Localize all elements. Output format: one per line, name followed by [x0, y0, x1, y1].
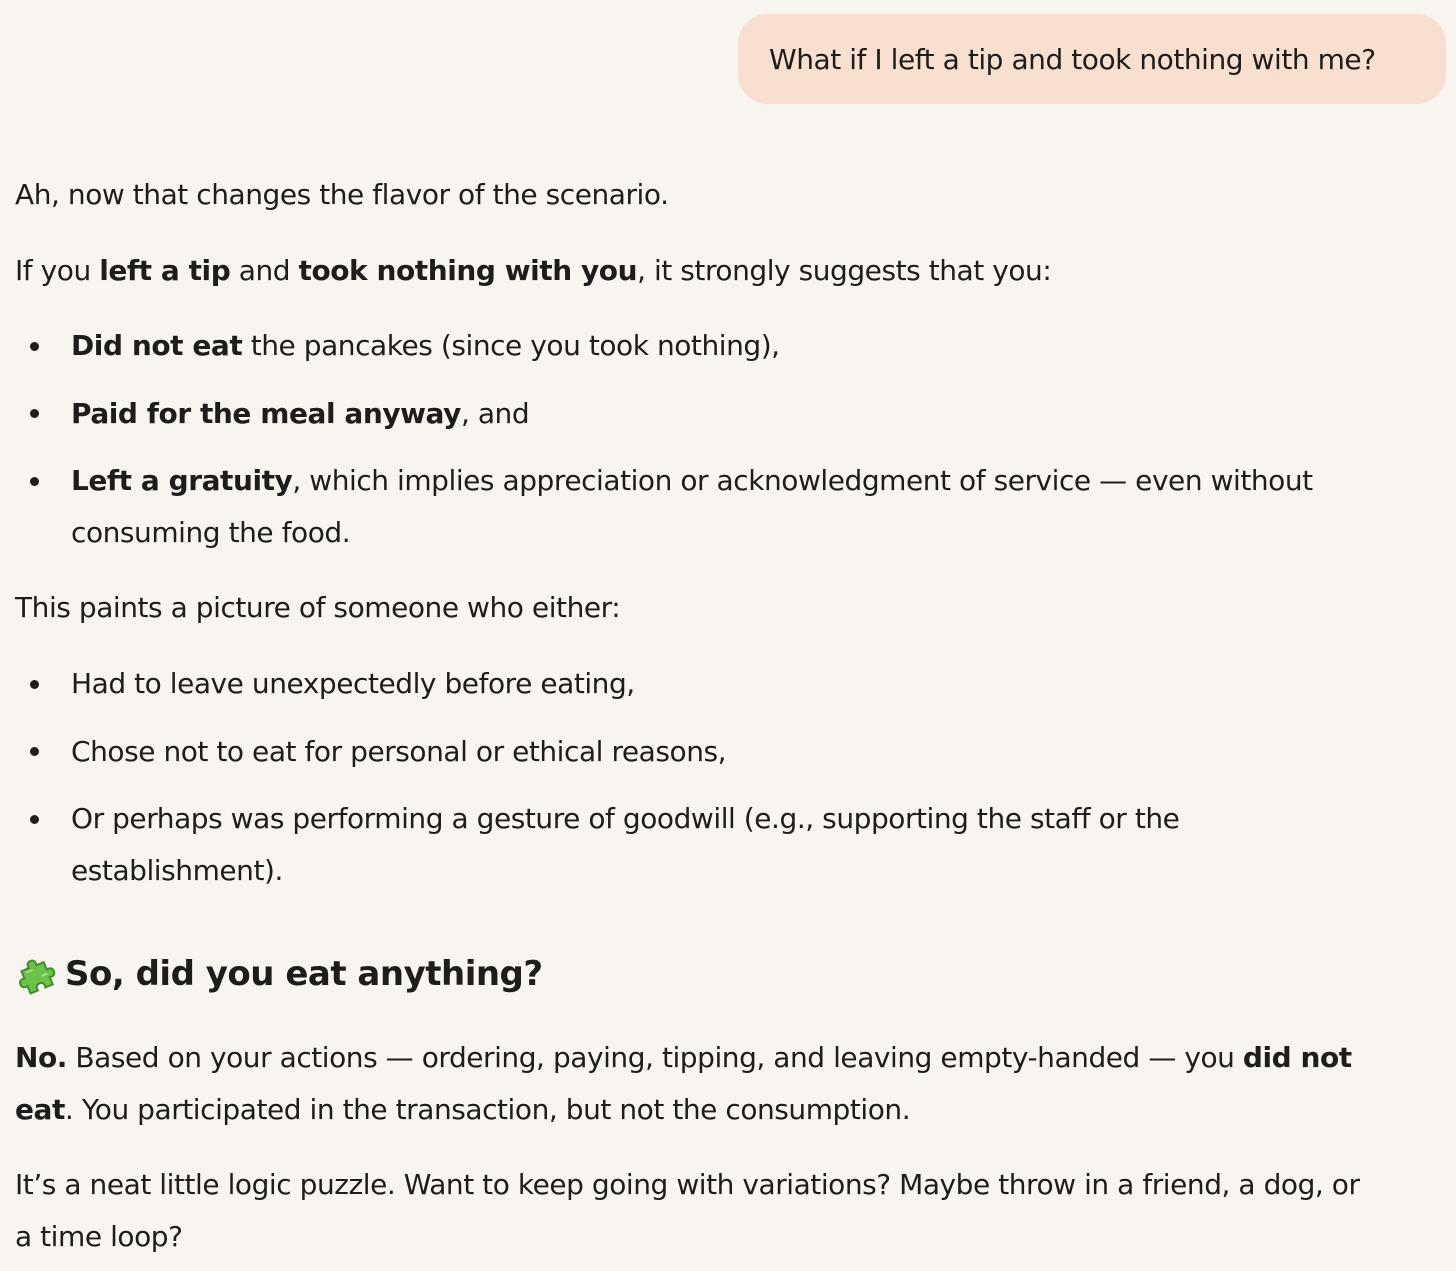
list-item-text: , and — [460, 397, 530, 430]
list-item-bold: Paid for the meal anyway — [71, 397, 461, 430]
bullet-dot — [30, 815, 39, 824]
assistant-paragraph-picture: This paints a picture of someone who either: — [15, 591, 621, 624]
bullet-dot — [30, 409, 39, 418]
bold-did-not: did not — [1242, 1041, 1352, 1074]
bold-no: No. — [15, 1041, 67, 1074]
bullet-dot — [30, 747, 39, 756]
assistant-paragraph-closing-line1: It’s a neat little logic puzzle. Want to keep going with variations? Maybe throw in a friend, a dog, or — [15, 1168, 1360, 1201]
bullet-dot — [30, 680, 39, 689]
bold-eat: eat — [15, 1093, 65, 1126]
assistant-paragraph-closing-line2: a time loop? — [15, 1220, 183, 1253]
list-item-text: , which implies appreciation or acknowledgment of service — even without — [292, 464, 1313, 497]
list-item-bold: Did not eat — [71, 329, 243, 362]
list-item-leave-unexpectedly: Had to leave unexpectedly before eating, — [71, 667, 635, 700]
list-item-text: the pancakes (since you took nothing), — [242, 329, 780, 362]
puzzle-piece-icon — [15, 954, 57, 996]
list-item-gratuity-continuation: consuming the food. — [71, 516, 351, 549]
user-message-bubble — [738, 14, 1446, 104]
assistant-paragraph-answer-line2 — [15, 1084, 910, 1136]
list-item-gratuity — [71, 455, 1313, 507]
list-item-bold: Left a gratuity — [71, 464, 293, 497]
bold-took-nothing: took nothing with you — [298, 254, 638, 287]
section-heading: So, did you eat anything? — [65, 954, 543, 994]
list-item-did-not-eat — [71, 320, 780, 372]
bullet-dot — [30, 477, 39, 486]
paragraph-text: If you — [15, 254, 100, 287]
list-item-goodwill-continuation: establishment). — [71, 854, 283, 887]
list-item-chose-not-to-eat: Chose not to eat for personal or ethical reasons, — [71, 735, 727, 768]
user-message-text: What if I left a tip and took nothing with me? — [769, 42, 1376, 76]
paragraph-text: . You participated in the transaction, but not the consumption. — [64, 1093, 911, 1126]
assistant-paragraph-suggests — [15, 245, 1051, 297]
list-item-goodwill: Or perhaps was performing a gesture of goodwill (e.g., supporting the staff or the — [71, 802, 1180, 835]
list-item-paid — [71, 388, 529, 440]
bold-left-a-tip: left a tip — [99, 254, 231, 287]
assistant-paragraph-intro: Ah, now that changes the flavor of the scenario. — [15, 178, 669, 211]
paragraph-text: , it strongly suggests that you: — [637, 254, 1052, 287]
paragraph-text: Based on your actions — ordering, paying, tipping, and leaving empty-handed — you — [66, 1041, 1243, 1074]
bullet-dot — [30, 342, 39, 351]
assistant-paragraph-answer-line1 — [15, 1032, 1352, 1084]
paragraph-text: and — [230, 254, 299, 287]
